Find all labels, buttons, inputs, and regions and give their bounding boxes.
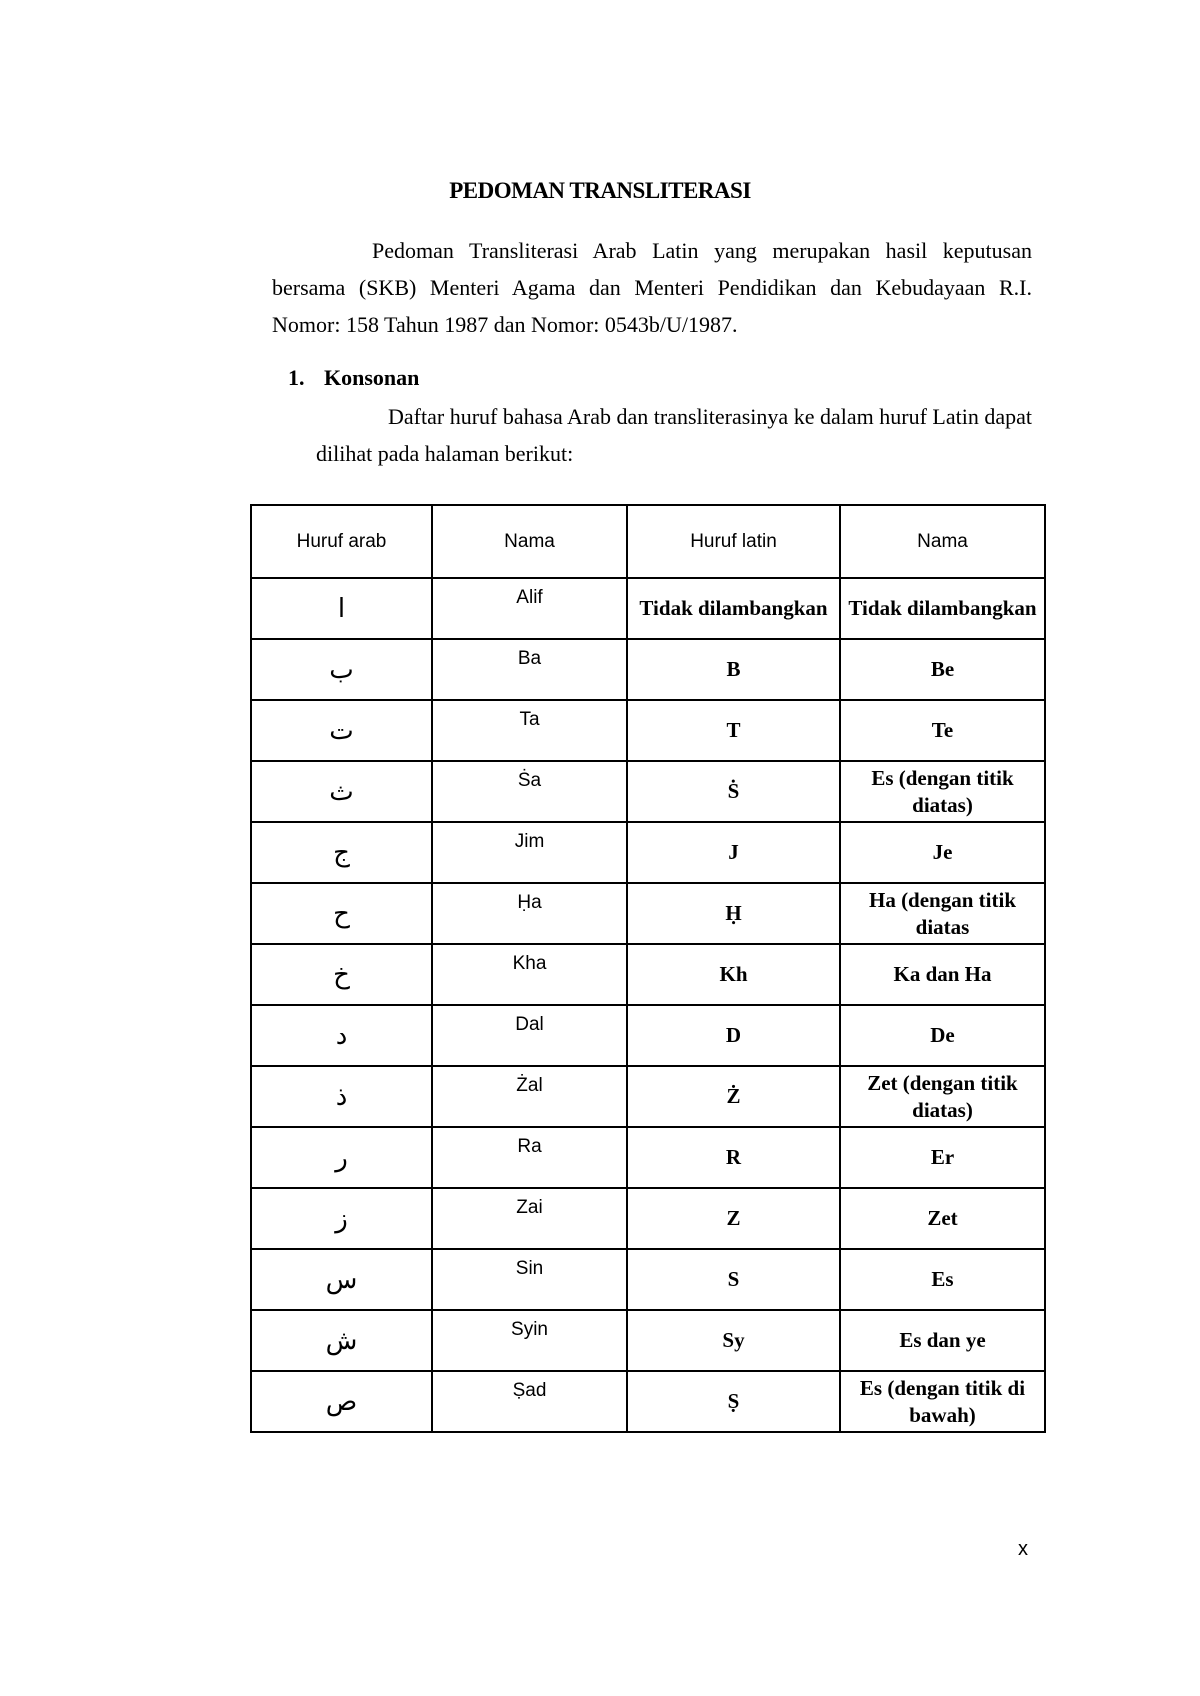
cell-nama: Ba (432, 639, 627, 700)
cell-latin: B (627, 639, 840, 700)
cell-latin: J (627, 822, 840, 883)
section-number: 1. (288, 365, 305, 390)
cell-latin: T (627, 700, 840, 761)
cell-arab: ج (251, 822, 432, 883)
cell-nama: Kha (432, 944, 627, 1005)
cell-nama: Ḥa (432, 883, 627, 944)
cell-nama: Ta (432, 700, 627, 761)
table-header-row (251, 505, 1045, 578)
cell-nama: Sin (432, 1249, 627, 1310)
table-row (251, 1371, 1045, 1432)
cell-latin: Tidak dilambangkan (627, 578, 840, 639)
cell-nama: Żal (432, 1066, 627, 1127)
cell-nama-latin: Zet (840, 1188, 1045, 1249)
cell-arab: ب (251, 639, 432, 700)
transliteration-table (250, 504, 1046, 1433)
cell-latin: Z (627, 1188, 840, 1249)
cell-latin: S (627, 1249, 840, 1310)
table-row (251, 1066, 1045, 1127)
cell-nama: Jim (432, 822, 627, 883)
cell-arab: ر (251, 1127, 432, 1188)
page-title: PEDOMAN TRANSLITERASI (449, 178, 751, 203)
cell-nama-latin: Es dan ye (840, 1310, 1045, 1371)
intro-paragraph: Pedoman Transliterasi Arab Latin yang merupakan hasil keputusan bersama (SKB) Menteri Agama dan Menteri Pendidikan dan Kebudayaan R.I. Nomor: 158 Tahun 1987 dan Nomor: 0543b/U/1987. (272, 238, 1032, 337)
table-row (251, 761, 1045, 822)
cell-nama-latin: Te (840, 700, 1045, 761)
table-row (251, 822, 1045, 883)
cell-nama-latin: Zet (dengan titik diatas) (840, 1066, 1045, 1127)
cell-latin: Ṣ (627, 1371, 840, 1432)
cell-latin: Ṡ (627, 761, 840, 822)
cell-arab: ذ (251, 1066, 432, 1127)
cell-latin: Ż (627, 1066, 840, 1127)
cell-nama-latin: Be (840, 639, 1045, 700)
cell-latin: Sy (627, 1310, 840, 1371)
cell-nama-latin: Es (dengan titik diatas) (840, 761, 1045, 822)
cell-nama-latin: Es (840, 1249, 1045, 1310)
cell-nama-latin: Ka dan Ha (840, 944, 1045, 1005)
cell-nama-latin: Es (dengan titik di bawah) (840, 1371, 1045, 1432)
cell-arab: ش (251, 1310, 432, 1371)
cell-arab: ث (251, 761, 432, 822)
cell-latin: Kh (627, 944, 840, 1005)
cell-latin: R (627, 1127, 840, 1188)
header-nama-latin: Nama (840, 505, 1045, 578)
table-row (251, 1310, 1045, 1371)
cell-arab: ص (251, 1371, 432, 1432)
cell-arab: س (251, 1249, 432, 1310)
header-nama: Nama (432, 505, 627, 578)
cell-arab: ت (251, 700, 432, 761)
cell-nama: Zai (432, 1188, 627, 1249)
header-huruf-arab: Huruf arab (251, 505, 432, 578)
cell-latin: Ḥ (627, 883, 840, 944)
cell-arab: ا (251, 578, 432, 639)
cell-arab: ح (251, 883, 432, 944)
header-huruf-latin: Huruf latin (627, 505, 840, 578)
cell-nama: Alif (432, 578, 627, 639)
cell-nama-latin: Ha (dengan titik diatas (840, 883, 1045, 944)
section-heading (288, 365, 419, 391)
cell-arab: ز (251, 1188, 432, 1249)
cell-nama-latin: De (840, 1005, 1045, 1066)
cell-nama: Dal (432, 1005, 627, 1066)
section-paragraph: Daftar huruf bahasa Arab dan transliterasinya ke dalam huruf Latin dapat dilihat pada halaman berikut: (316, 404, 1032, 466)
page-number: x (1018, 1538, 1028, 1560)
table-row (251, 1188, 1045, 1249)
table-row (251, 1249, 1045, 1310)
table-row (251, 639, 1045, 700)
cell-arab: د (251, 1005, 432, 1066)
table-row (251, 578, 1045, 639)
table-row (251, 700, 1045, 761)
cell-nama-latin: Tidak dilambangkan (840, 578, 1045, 639)
cell-nama: Ra (432, 1127, 627, 1188)
cell-nama-latin: Je (840, 822, 1045, 883)
cell-arab: خ (251, 944, 432, 1005)
section-heading-text: Konsonan (324, 365, 420, 390)
table-row (251, 1127, 1045, 1188)
cell-nama-latin: Er (840, 1127, 1045, 1188)
cell-latin: D (627, 1005, 840, 1066)
cell-nama: Syin (432, 1310, 627, 1371)
cell-nama: Ṡa (432, 761, 627, 822)
table-row (251, 944, 1045, 1005)
cell-nama: Ṣad (432, 1371, 627, 1432)
table-row (251, 1005, 1045, 1066)
table-row (251, 883, 1045, 944)
